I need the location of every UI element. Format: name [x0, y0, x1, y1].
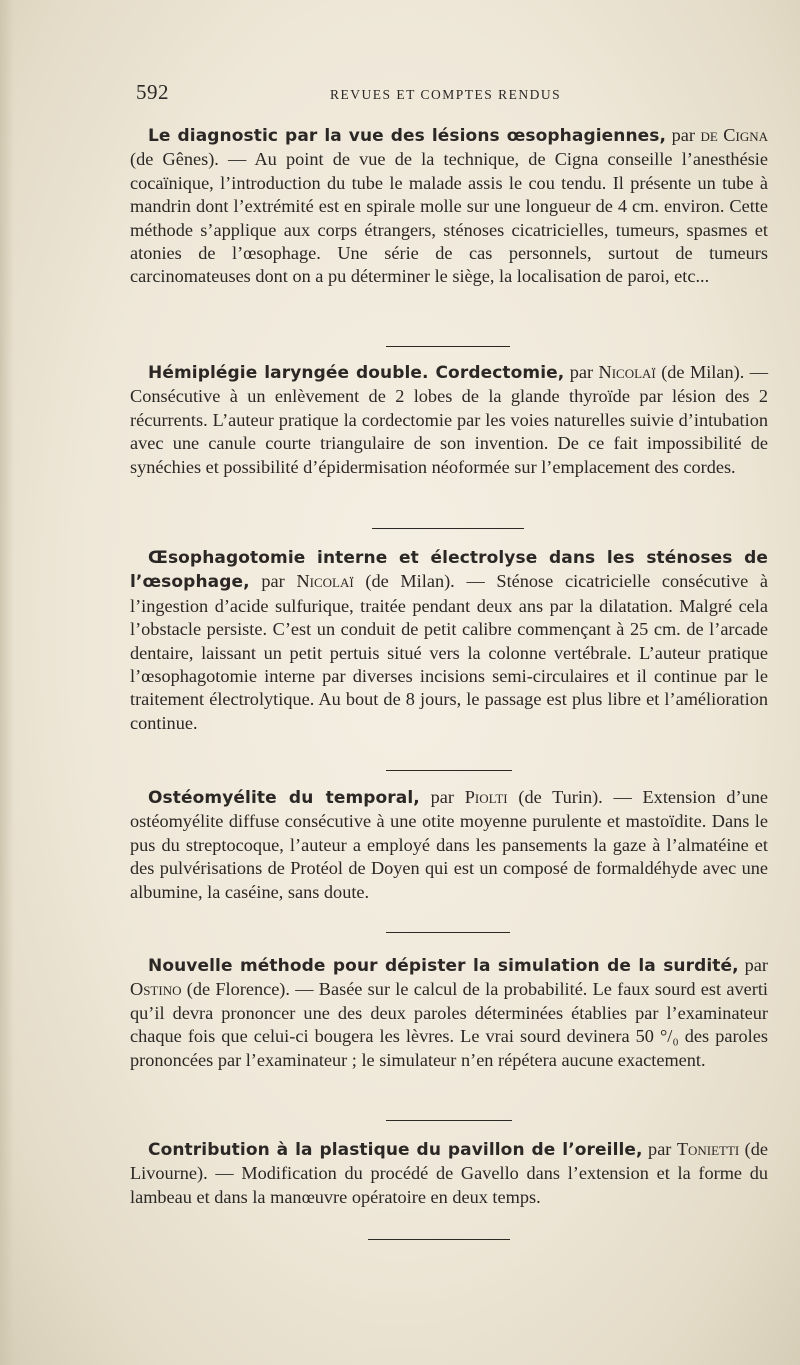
article-author: Nicolaï [296, 571, 354, 592]
article-body: (de Milan). — Consécutive à un enlèvement de 2 lobes de la glande thyroïde par lésion des 2 récurrents. L’auteur pratique la cordectomie par les voies naturelles suivie d’intubation avec une canule courte triangulaire de son invention. De ce fait impossibilité de synéchies et possibilité d’épidermisation néoformée sur l’emplacement des cordes. [130, 362, 768, 477]
running-title: REVUES ET COMPTES RENDUS [330, 87, 562, 102]
byline-par: par [261, 571, 285, 592]
article-ear-plastic-surgery [130, 1138, 768, 1209]
article-title: Hémiplégie laryngée double. Cordectomie, [148, 363, 565, 383]
byline-par: par [648, 1139, 672, 1159]
article-oesophageal-diagnosis [130, 124, 768, 289]
article-author: de Cigna [700, 125, 768, 145]
section-divider [372, 528, 524, 529]
article-body: (de Milan). — Sténose cicatricielle consécutive à l’ingestion d’acide sulfurique, traitée pendant deux ans par la dilatation. Malgré cela l’obstacle persiste. C’est un conduit de petit calibre commençant à 25 cm. de l’arcade dentaire, laissant un petit pertuis situé vers la colonne vertébrale. L’auteur pratique l’œsophagotomie interne par diverses incisions semi-circulaires et il continue par le traitement électrolytique. Au bout de 8 jours, le passage est plus libre et l’amélioration continue. [130, 571, 769, 733]
section-divider [386, 346, 510, 347]
article-title: Œsophagotomie interne et électrolyse dans les sténoses de l’œsophage, [130, 548, 768, 593]
section-divider [386, 932, 510, 933]
article-osteomyelitis [130, 786, 768, 904]
article-deafness-simulation [130, 954, 768, 1072]
article-author: Nicolaï [598, 362, 656, 382]
byline-par: par [671, 125, 695, 145]
article-author: Ostino [130, 979, 182, 1000]
byline-par: par [430, 787, 454, 807]
article-body: (de Gênes). — Au point de vue de la technique, de Cigna conseille l’anesthésie cocaïnique, l’introduction du tube le malade assis le cou tendu. Il présente un tube à mandrin dont l’extrémité est en spirale molle sur une longueur de 4 cm. environ. Cette méthode s’applique aux corps étrangers, sténoses cicatricielles, tumeurs, spasmes et atonies de l’œsophage. Une série de cas personnels, surtout de tumeurs carcinomateuses dont on a pu déterminer le siège, la localisation de paroi, etc... [130, 149, 768, 287]
page-number: 592 [136, 80, 169, 104]
article-body: (de Livourne). — Modification du procédé de Gavello dans l’extension et la forme du lambeau et dans la manœuvre opératoire en deux temps. [130, 1139, 769, 1207]
article-oesophagotomy [130, 546, 768, 735]
byline-par: par [569, 362, 594, 382]
section-divider [386, 770, 512, 771]
section-divider [386, 1120, 512, 1121]
page-gutter-shadow [0, 0, 14, 1365]
article-title: Ostéomyélite du temporal, [148, 788, 420, 808]
article-body: (de Turin). — Extension d’une ostéomyélite diffuse consécutive à une otite moyenne purulente et mastoïdite. Dans le pus du streptocoque, l’auteur a employé dans les pansements la gaze à l’almatéine et des pulvérisations de Protéol de Doyen qui est un composé de formaldéhyde avec une albumine, la caséine, sans doute. [130, 787, 768, 902]
running-header [136, 80, 768, 110]
article-laryngeal-hemiplegia [130, 361, 768, 479]
article-author: Piolti [464, 787, 508, 807]
article-body: (de Florence). — Basée sur le calcul de la probabilité. Le faux sourd est averti qu’il devra prononcer une des deux paroles déterminées établies par l’examinateur chaque fois que celui-ci bougera les lèvres. Le vrai sourd devinera 50 °/₀ des paroles prononcées par l’examinateur ; le simulateur n’en répétera aucune exactement. [130, 979, 768, 1070]
byline-par: par [744, 955, 768, 975]
section-divider [368, 1239, 510, 1240]
article-title: Contribution à la plastique du pavillon de l’oreille, [148, 1140, 643, 1160]
article-author: Tonietti [676, 1139, 740, 1159]
article-title: Le diagnostic par la vue des lésions œsophagiennes, [148, 126, 667, 146]
article-title: Nouvelle méthode pour dépister la simulation de la surdité, [148, 956, 739, 976]
